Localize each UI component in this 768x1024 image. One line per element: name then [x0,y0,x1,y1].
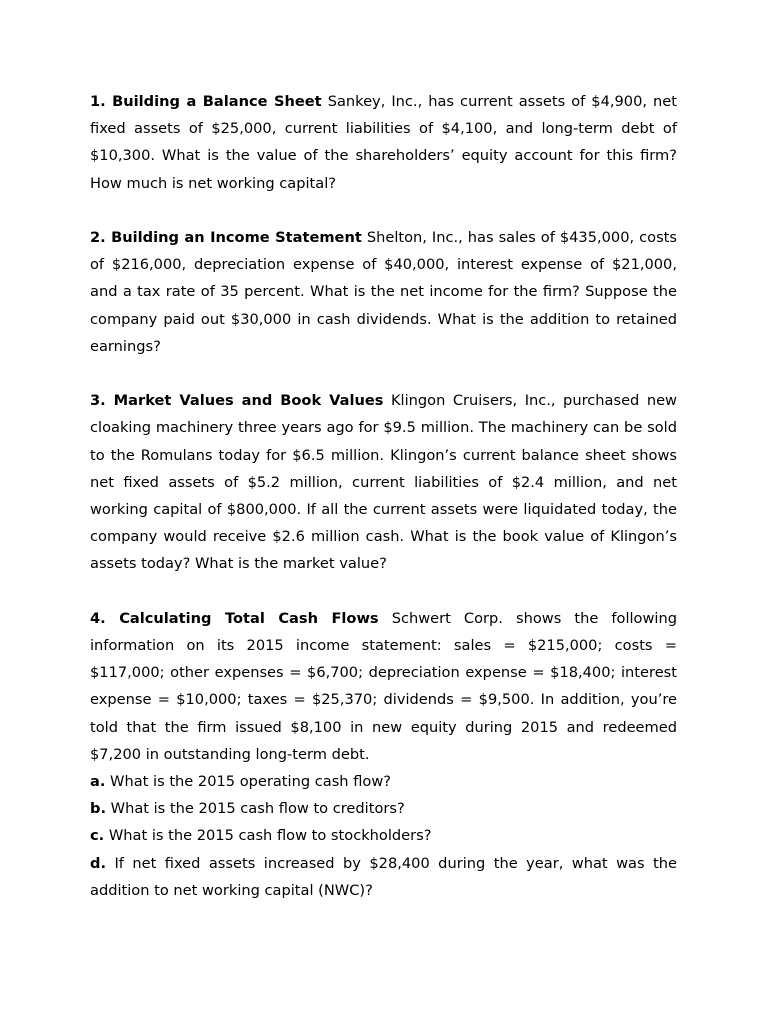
problem-2 [90,224,677,360]
problem-1-body: Sankey, Inc., has current assets of $4,900, net fixed assets of $25,000, current liabilities of $4,100, and long-term debt of $10,300. What is the value of the shareholders’ equity account for this firm? How much is net working capital? [90,93,677,192]
subpart-c-label: c. [90,827,105,845]
problem-4-subpart-a [90,768,677,795]
subpart-a-label: a. [90,773,106,791]
problem-4-subpart-b [90,795,677,822]
problem-4-subpart-d [90,850,677,904]
subpart-a-text: What is the 2015 operating cash flow? [110,773,391,791]
problem-2-heading: 2. Building an Income Statement [90,229,362,246]
problem-4-subpart-c [90,822,677,849]
subpart-c-text: What is the 2015 cash flow to stockholders? [108,827,432,845]
problem-2-body: Shelton, Inc., has sales of $435,000, costs of $216,000, depreciation expense of $40,000, interest expense of $21,000, and a tax rate of 35 percent. What is the net income for the firm? Suppose the company paid out $30,000 in cash dividends. What is the addition to retained earnings? [90,229,677,355]
problem-3 [90,387,677,577]
problem-1 [90,88,677,197]
problem-1-heading: 1. Building a Balance Sheet [90,93,322,110]
subpart-d-label: d. [90,854,106,872]
subpart-b-label: b. [90,800,106,818]
subpart-d-text: If net fixed assets increased by $28,400 during the year, what was the addition to net working capital (NWC)? [90,854,678,899]
subpart-b-text: What is the 2015 cash flow to creditors? [110,800,405,818]
problem-4-heading: 4. Calculating Total Cash Flows [90,609,379,627]
problem-3-heading: 3. Market Values and Book Values [90,392,384,410]
problem-4 [90,605,677,768]
document-page [90,88,677,904]
problem-3-body: Klingon Cruisers, Inc., purchased new cloaking machinery three years ago for $9.5 million. The machinery can be sold to the Romulans today for $6.5 million. Klingon’s current balance sheet shows net fixed assets of $5.2 million, current liabilities of $2.4 million, and net working capital of $800,000. If all the current assets were liquidated today, the company would receive $2.6 million cash. What is the book value of Klingon’s assets today? What is the market value? [90,392,677,573]
problem-4-body: Schwert Corp. shows the following information on its 2015 income statement: sales = $215,000; costs = $117,000; other expenses = $6,700; depreciation expense = $18,400; interest expense = $10,000; taxes = $25,370; dividends = $9,500. In addition, you’re told that the firm issued $8,100 in new equity during 2015 and redeemed $7,200 in outstanding long-term debt. [90,609,677,763]
